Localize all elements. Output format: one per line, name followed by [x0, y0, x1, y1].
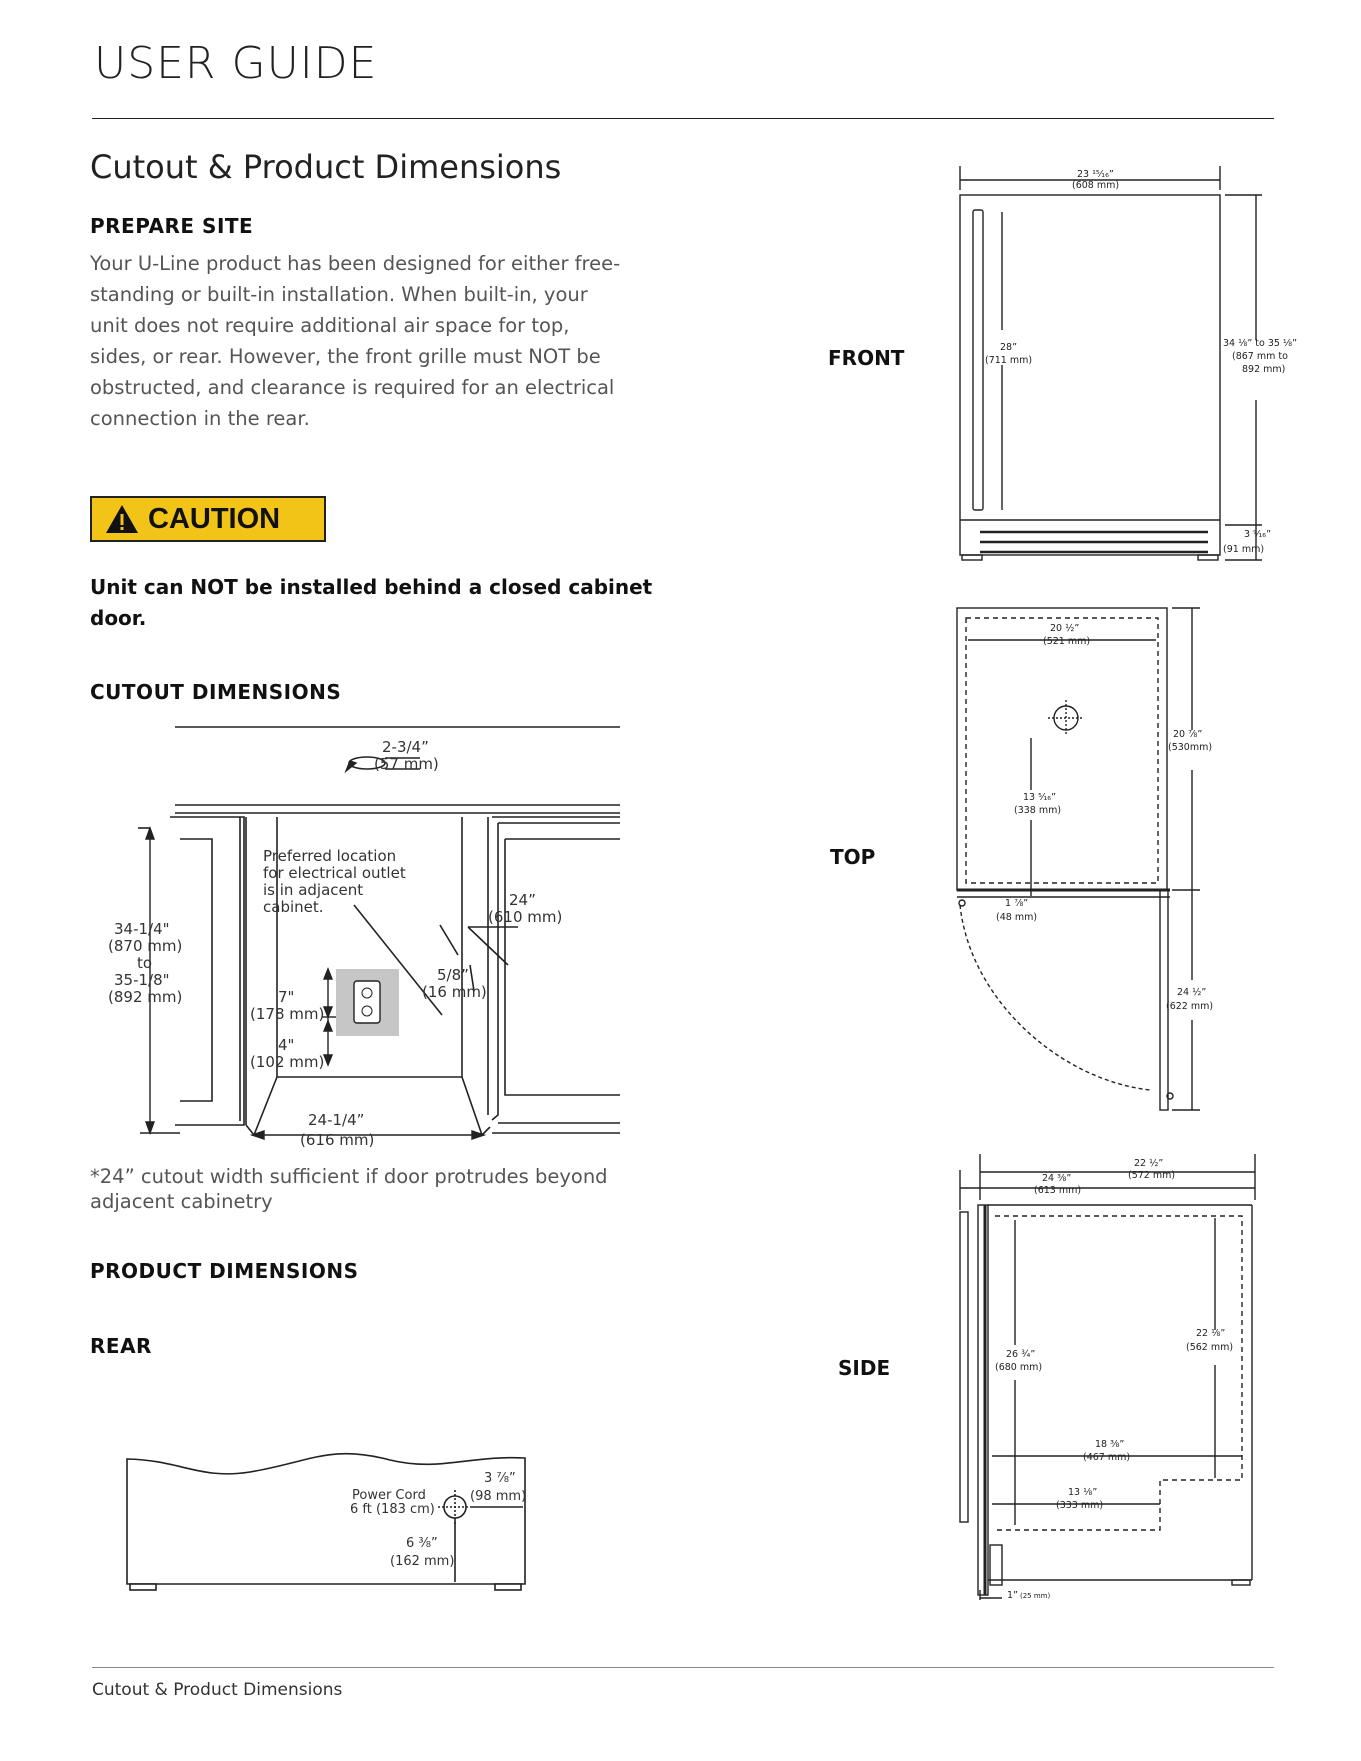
cutout-width-bottom-in: 24-1/4”	[308, 1111, 365, 1129]
front-grille-mm: (91 mm)	[1223, 544, 1265, 555]
top-outlet-mm: (338 mm)	[1014, 805, 1062, 816]
cutout-height-2: (870 mm)	[108, 937, 183, 955]
cord-side-offset-mm: (98 mm)	[470, 1489, 527, 1504]
front-height-mm-1: (867 mm to	[1232, 351, 1288, 362]
top-depth-in: 20 ⅞”	[1173, 729, 1203, 740]
side-height-mm: (680 mm)	[995, 1362, 1043, 1373]
side-with-door-mm: (613 mm)	[1034, 1185, 1082, 1196]
caution-banner	[90, 496, 326, 542]
cutout-height-1: 34-1/4"	[114, 920, 170, 938]
side-inner-d-mm: (467 mm)	[1083, 1452, 1131, 1463]
setback-in: 5/8”	[437, 966, 469, 984]
electrical-outlet-icon	[354, 981, 380, 1023]
rear-heading: REAR	[90, 1334, 152, 1358]
front-height-in: 34 ⅛” to 35 ⅛”	[1223, 338, 1298, 349]
cutout-footnote: *24” cutout width sufficient if door protrudes beyond adjacent cabinetry	[90, 1165, 608, 1213]
side-height-in: 26 ¾”	[1006, 1349, 1036, 1360]
front-width-in: 23 ¹⁵⁄₁₆”	[1077, 169, 1114, 180]
cutout-dimensions-heading: CUTOUT DIMENSIONS	[90, 680, 342, 704]
cutout-width-bottom-mm: (616 mm)	[300, 1131, 375, 1149]
cord-side-offset-in: 3 ⅞”	[484, 1471, 516, 1486]
cutout-depth-in: 2-3/4”	[382, 738, 429, 756]
front-width-mm: (608 mm)	[1072, 180, 1120, 191]
front-door-in: 28”	[1000, 342, 1018, 353]
caution-text: Unit can NOT be installed behind a closed cabinet door.	[90, 575, 653, 630]
side-inner-d-in: 18 ⅜”	[1095, 1439, 1125, 1450]
outlet-floor-in: 4"	[278, 1036, 295, 1054]
front-door-mm: (711 mm)	[985, 355, 1033, 366]
cutout-width-top-mm: (610 mm)	[488, 908, 563, 926]
side-lower-d-in: 13 ⅛”	[1068, 1487, 1098, 1498]
top-door-in: 1 ⅞”	[1005, 898, 1029, 909]
cutout-height-5: (892 mm)	[108, 988, 183, 1006]
warning-triangle-icon	[104, 502, 140, 536]
top-inner-width-in: 20 ½”	[1050, 623, 1080, 634]
top-view-diagram	[940, 600, 1300, 1120]
top-swing-mm: (622 mm)	[1166, 1001, 1214, 1012]
side-inner-h-in: 22 ⅛”	[1196, 1328, 1226, 1339]
side-with-door-in: 24 ⅜”	[1042, 1173, 1072, 1184]
front-height-mm-2: 892 mm)	[1242, 364, 1286, 375]
front-view-diagram	[940, 160, 1300, 570]
top-depth-mm: (530mm)	[1168, 742, 1213, 753]
cutout-depth-mm: (57 mm)	[374, 755, 439, 773]
outlet-note-3: is in adjacent	[263, 881, 364, 899]
front-view-label: FRONT	[828, 346, 905, 370]
outlet-height-in: 7"	[278, 988, 295, 1006]
caution-label: CAUTION	[148, 502, 281, 535]
setback-mm: (16 mm)	[422, 983, 487, 1001]
prepare-site-body: Your U-Line product has been designed for either free-standing or built-in installation. When built-in, your unit does not require additional air space for top, sides, or rear. However, the front grille must NOT be obstructed, and clearance is required for an electrical connection in the rear.	[90, 252, 621, 430]
cutout-diagram	[100, 715, 640, 1155]
footer-rule	[92, 1667, 1274, 1668]
side-lower-d-mm: (333 mm)	[1056, 1500, 1104, 1511]
side-toe-mm: (25 mm)	[1020, 1592, 1051, 1600]
side-total-in: 22 ½”	[1134, 1158, 1164, 1169]
prepare-site-heading: PREPARE SITE	[90, 214, 254, 238]
page-header-title: USER GUIDE	[94, 38, 378, 89]
power-cord-label: Power Cord	[352, 1488, 426, 1503]
outlet-note-1: Preferred location	[263, 847, 397, 865]
top-swing-in: 24 ½”	[1177, 987, 1207, 998]
side-view-diagram	[940, 1150, 1300, 1610]
outlet-note-4: cabinet.	[263, 898, 324, 916]
side-inner-h-mm: (562 mm)	[1186, 1342, 1234, 1353]
cutout-width-top-in: 24”	[509, 891, 536, 909]
cord-height-in: 6 ⅜”	[406, 1536, 438, 1551]
top-inner-width-mm: (521 mm)	[1043, 636, 1091, 647]
side-toe-in: 1”	[1007, 1590, 1018, 1601]
product-dimensions-heading: PRODUCT DIMENSIONS	[90, 1259, 359, 1283]
header-rule	[92, 118, 1274, 119]
section-title: Cutout & Product Dimensions	[90, 148, 562, 186]
outlet-height-mm: (178 mm)	[250, 1005, 325, 1023]
footer-text: Cutout & Product Dimensions	[92, 1680, 343, 1700]
top-outlet-in: 13 ⁵⁄₁₆”	[1023, 792, 1057, 803]
side-view-label: SIDE	[838, 1356, 891, 1380]
front-grille-in: 3 ⁹⁄₁₆”	[1244, 529, 1271, 540]
outlet-floor-mm: (102 mm)	[250, 1053, 325, 1071]
side-total-mm: (572 mm)	[1128, 1170, 1176, 1181]
rear-view-diagram	[120, 1450, 540, 1600]
cord-height-mm: (162 mm)	[390, 1554, 455, 1569]
top-door-mm: (48 mm)	[996, 912, 1038, 923]
power-cord-length: 6 ft (183 cm)	[350, 1502, 435, 1517]
outlet-note-2: for electrical outlet	[263, 864, 406, 882]
cutout-height-3: to	[137, 954, 153, 972]
cutout-height-4: 35-1/8"	[114, 971, 170, 989]
top-view-label: TOP	[830, 845, 876, 869]
